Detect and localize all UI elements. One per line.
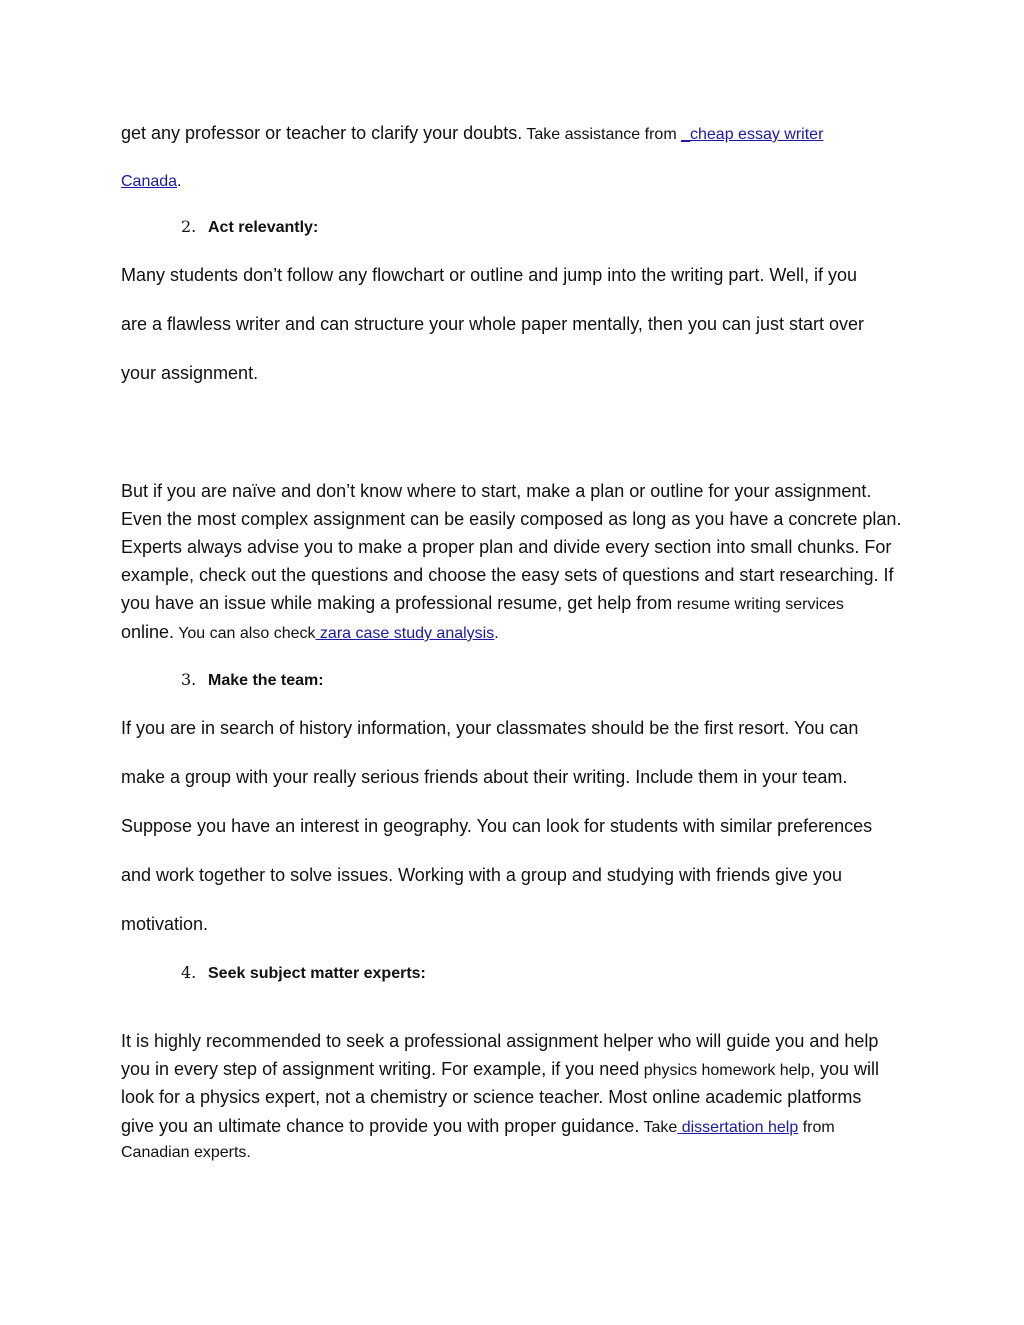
paragraph-line: look for a physics expert, not a chemistry or science teacher. Most online academic platforms <box>121 1087 862 1107</box>
body-text-small: Take assistance from <box>522 126 682 143</box>
section-heading-3 <box>181 669 324 692</box>
body-text: you have an issue while making a professional resume, get help from <box>121 593 673 613</box>
paragraph-line: Even the most complex assignment can be easily composed as long as you have a concrete plan. <box>121 509 902 529</box>
paragraph-line <box>121 1058 879 1082</box>
paragraph-line: example, check out the questions and choose the easy sets of questions and start researching. If <box>121 565 894 585</box>
paragraph-line: motivation. <box>121 914 209 934</box>
body-text-small: You can also check <box>174 625 316 642</box>
paragraph-line: But if you are naïve and don’t know where to start, make a plan or outline for your assignment. <box>121 481 872 501</box>
heading-label: Seek subject matter experts: <box>208 965 426 982</box>
heading-number: 4. <box>181 963 197 982</box>
heading-number: 2. <box>181 217 197 236</box>
body-text-small: physics homework help <box>639 1062 811 1079</box>
paragraph-line: If you are in search of history information, your classmates should be the first resort. You can <box>121 718 859 738</box>
body-text-small: from <box>798 1119 835 1136</box>
period: . <box>494 625 499 642</box>
body-text: give you an ultimate chance to provide you with proper guidance. <box>121 1116 640 1136</box>
paragraph-line <box>121 621 499 645</box>
body-text: get any professor or teacher to clarify your doubts. <box>121 123 523 143</box>
paragraph-line: are a flawless writer and can structure your whole paper mentally, then you can just start over <box>121 314 865 334</box>
paragraph-line <box>121 592 844 616</box>
paragraph-line: make a group with your really serious friends about their writing. Include them in your team. <box>121 767 848 787</box>
section-heading-2 <box>181 216 318 239</box>
paragraph-line: Many students don’t follow any flowchart or outline and jump into the writing part. Well, if you <box>121 265 858 285</box>
body-text-small: Take <box>639 1119 678 1136</box>
body-text: online. <box>121 622 175 642</box>
paragraph-line: It is highly recommended to seek a professional assignment helper who will guide you and help <box>121 1031 879 1051</box>
paragraph-line <box>121 171 182 193</box>
dissertation-help-link[interactable]: dissertation help <box>677 1119 799 1136</box>
cheap-essay-writer-link-continued[interactable]: Canada <box>121 173 178 190</box>
paragraph-line: Suppose you have an interest in geography. You can look for students with similar preferences <box>121 816 873 836</box>
paragraph-line: Canadian experts. <box>121 1144 251 1161</box>
paragraph-line: your assignment. <box>121 363 259 383</box>
paragraph-line <box>121 122 823 146</box>
paragraph-line: and work together to solve issues. Working with a group and studying with friends give you <box>121 865 843 885</box>
period: . <box>177 173 182 190</box>
heading-label: Make the team: <box>208 672 324 689</box>
body-text: , you will <box>810 1059 880 1079</box>
body-text: you in every step of assignment writing. For example, if you need <box>121 1059 640 1079</box>
cheap-essay-writer-link[interactable]: _cheap essay writer <box>681 126 824 143</box>
zara-case-study-link[interactable]: zara case study analysis <box>315 625 495 642</box>
paragraph-line: Experts always advise you to make a proper plan and divide every section into small chunks. For <box>121 537 892 557</box>
body-text-small: resume writing services <box>672 596 844 613</box>
section-heading-4 <box>181 962 426 985</box>
paragraph-line <box>121 1115 835 1139</box>
heading-label: Act relevantly: <box>208 219 319 236</box>
heading-number: 3. <box>181 670 197 689</box>
